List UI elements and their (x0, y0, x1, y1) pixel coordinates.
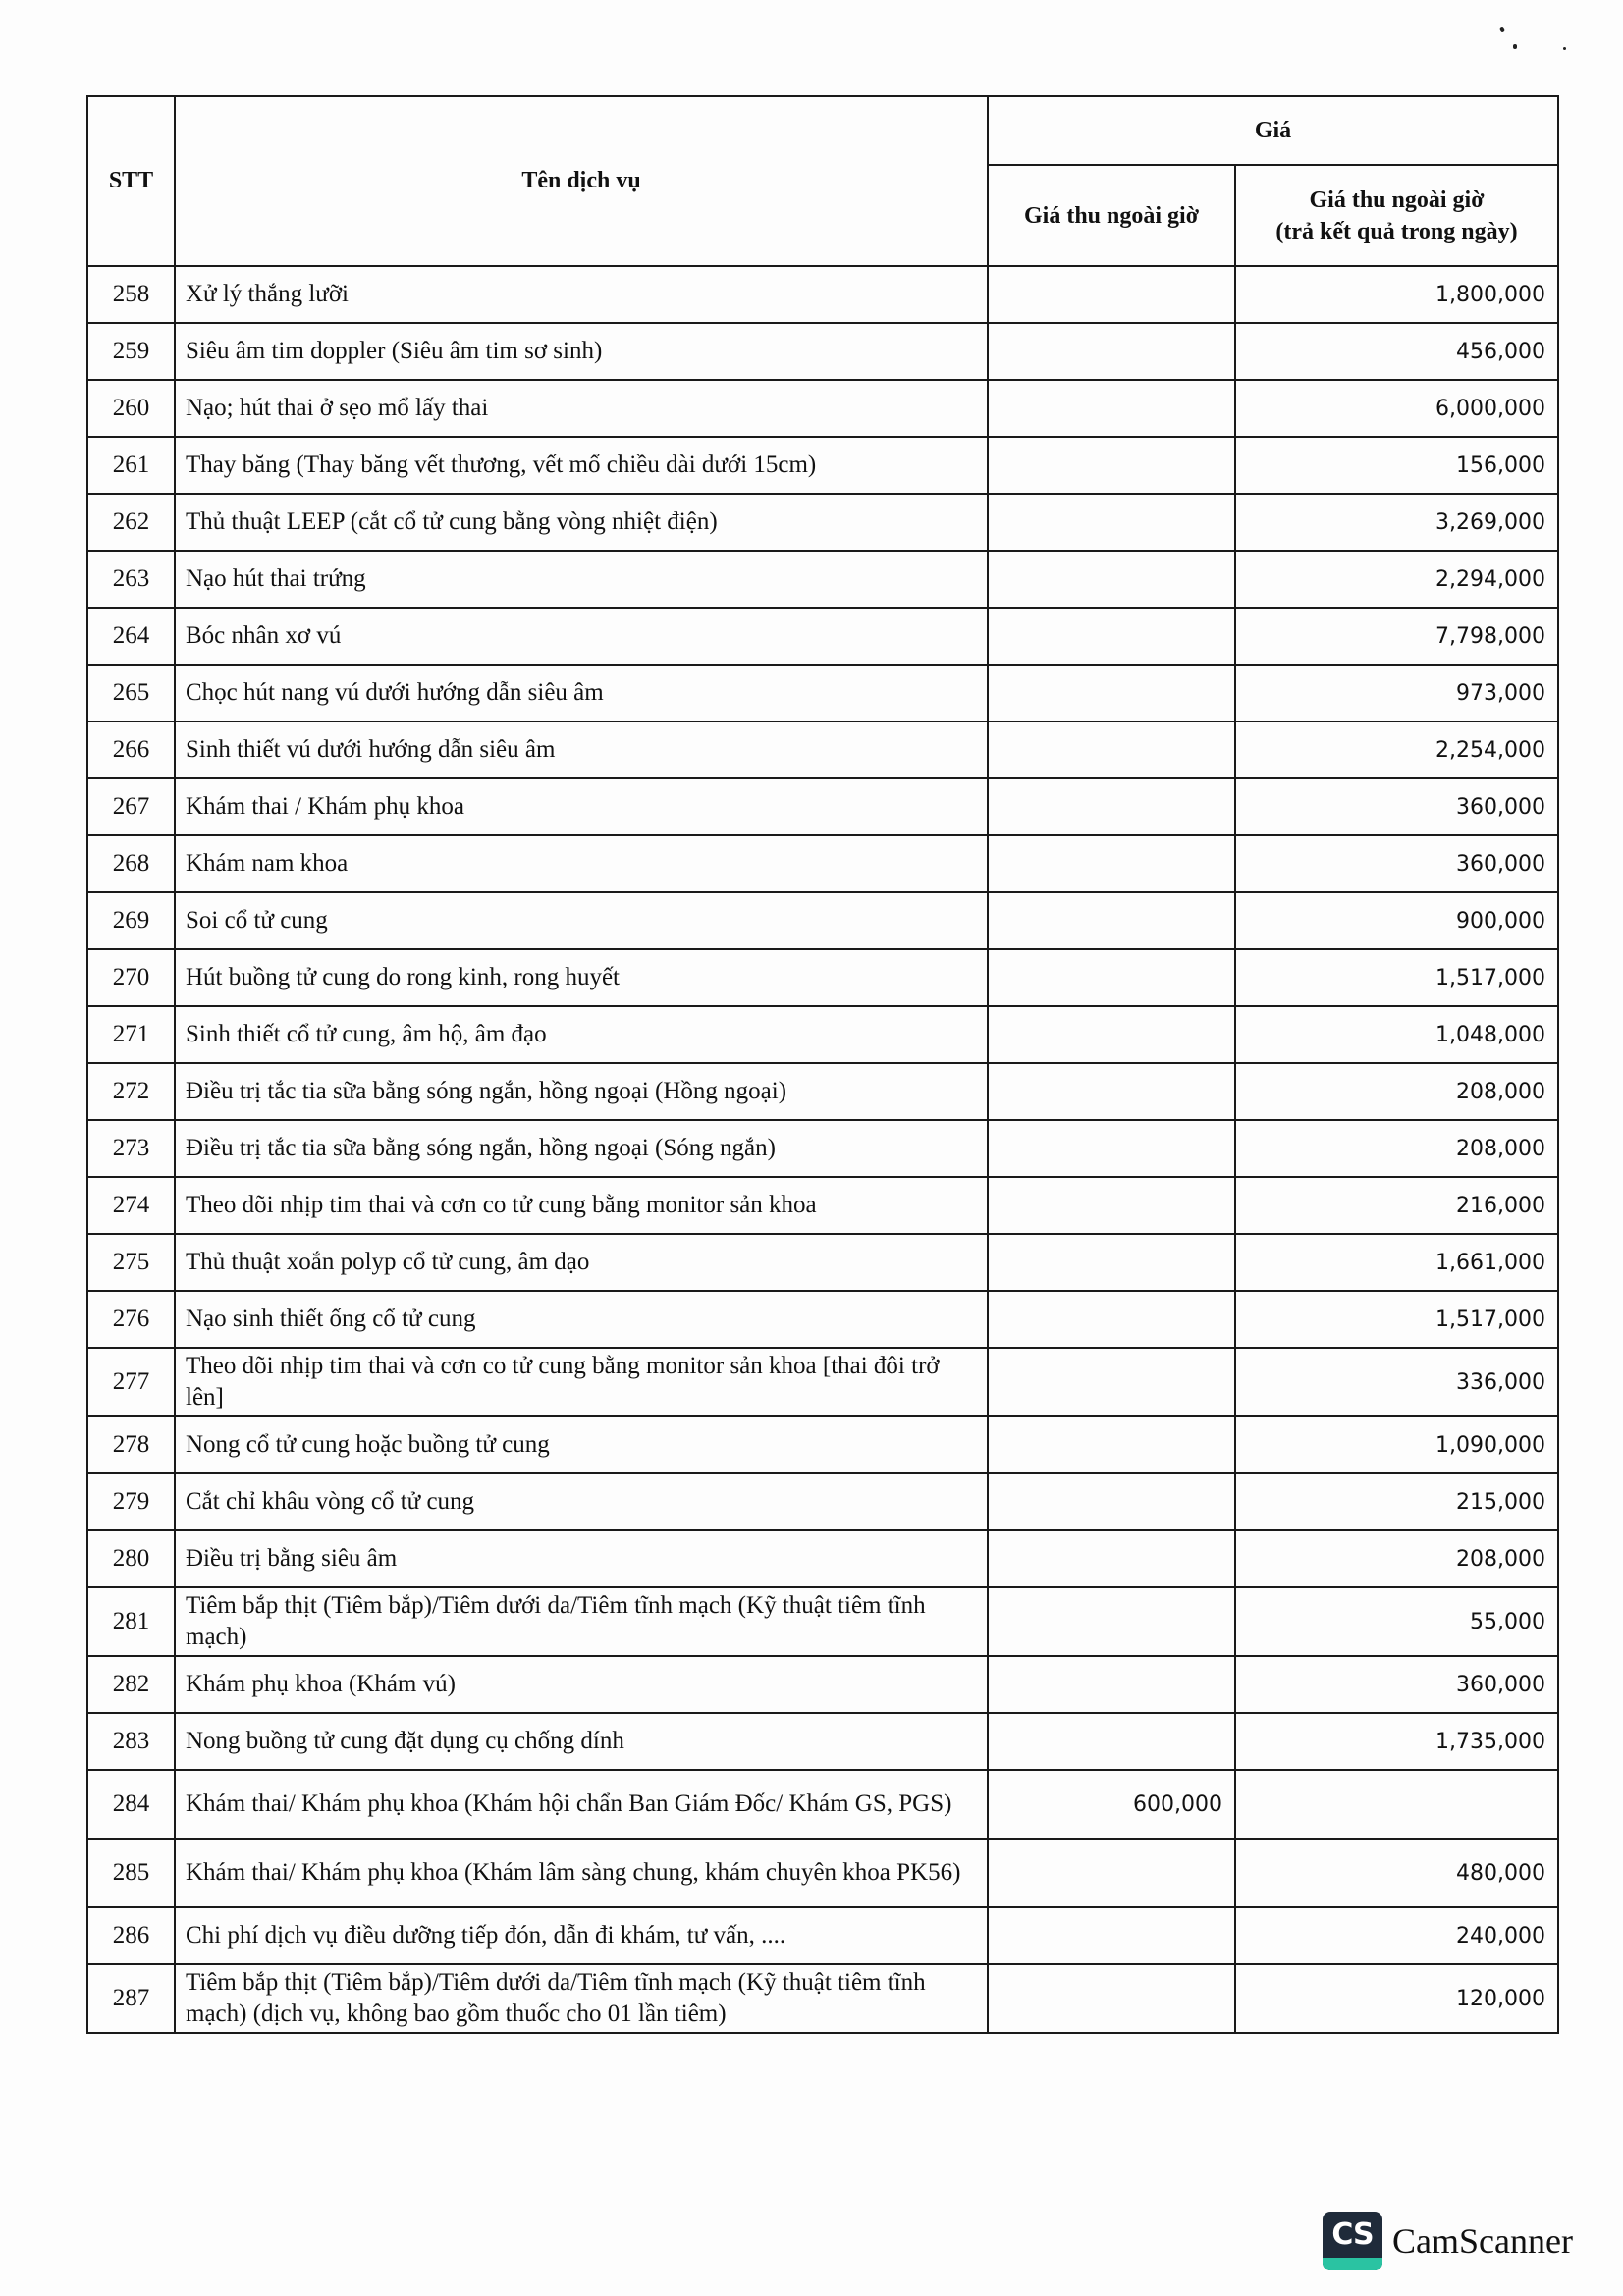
row-price-overtime (988, 778, 1235, 835)
row-price-sameday: 240,000 (1235, 1907, 1558, 1964)
row-price-sameday: 900,000 (1235, 892, 1558, 949)
row-stt: 274 (87, 1177, 175, 1234)
row-price-sameday: 360,000 (1235, 1656, 1558, 1713)
table-row (87, 1120, 1558, 1177)
row-price-sameday: 3,269,000 (1235, 494, 1558, 551)
row-service-name: Thủ thuật xoắn polyp cổ tử cung, âm đạo (175, 1234, 988, 1291)
table-row (87, 778, 1558, 835)
row-price-overtime (988, 1291, 1235, 1348)
row-stt: 270 (87, 949, 175, 1006)
brand-name: CamScanner (1392, 2221, 1573, 2261)
row-service-name: Nạo hút thai trứng (175, 551, 988, 608)
row-service-name: Điều trị bằng siêu âm (175, 1530, 988, 1587)
table-row (87, 1348, 1558, 1416)
row-service-name: Chọc hút nang vú dưới hướng dẫn siêu âm (175, 665, 988, 721)
table-row (87, 1713, 1558, 1770)
table-row (87, 1063, 1558, 1120)
row-stt: 276 (87, 1291, 175, 1348)
scan-speck (1563, 47, 1566, 50)
header-price-group: Giá (988, 96, 1558, 165)
row-stt: 280 (87, 1530, 175, 1587)
row-stt: 271 (87, 1006, 175, 1063)
row-service-name: Khám thai/ Khám phụ khoa (Khám lâm sàng chung, khám chuyên khoa PK56) (175, 1839, 988, 1907)
row-price-sameday: 1,735,000 (1235, 1713, 1558, 1770)
row-price-sameday: 55,000 (1235, 1587, 1558, 1656)
row-service-name: Tiêm bắp thịt (Tiêm bắp)/Tiêm dưới da/Tiêm tĩnh mạch (Kỹ thuật tiêm tĩnh mạch) (dịch vụ, không bao gồm thuốc cho 01 lần tiêm) (175, 1964, 988, 2033)
row-service-name: Điều trị tắc tia sữa bằng sóng ngắn, hồng ngoại (Sóng ngắn) (175, 1120, 988, 1177)
table-row (87, 1530, 1558, 1587)
camscanner-logo-icon (1323, 2212, 1382, 2270)
row-stt: 275 (87, 1234, 175, 1291)
row-price-sameday: 2,254,000 (1235, 721, 1558, 778)
row-price-overtime (988, 892, 1235, 949)
scan-speck (1499, 27, 1505, 32)
row-price-sameday: 360,000 (1235, 835, 1558, 892)
row-price-overtime (988, 323, 1235, 380)
row-price-sameday: 120,000 (1235, 1964, 1558, 2033)
table-row (87, 721, 1558, 778)
row-price-sameday: 336,000 (1235, 1348, 1558, 1416)
row-price-overtime (988, 949, 1235, 1006)
row-price-sameday: 216,000 (1235, 1177, 1558, 1234)
header-sameday-line1: Giá thu ngoài giờ (1309, 187, 1485, 213)
row-stt: 286 (87, 1907, 175, 1964)
table-row (87, 1291, 1558, 1348)
row-price-overtime (988, 380, 1235, 437)
row-service-name: Sinh thiết vú dưới hướng dẫn siêu âm (175, 721, 988, 778)
table-row (87, 1177, 1558, 1234)
table-row (87, 949, 1558, 1006)
row-service-name: Điều trị tắc tia sữa bằng sóng ngắn, hồng ngoại (Hồng ngoại) (175, 1063, 988, 1120)
table-row (87, 323, 1558, 380)
table-row (87, 551, 1558, 608)
row-price-overtime (988, 1473, 1235, 1530)
row-service-name: Khám nam khoa (175, 835, 988, 892)
camscanner-watermark (1323, 2212, 1573, 2270)
row-service-name: Xử lý thắng lưỡi (175, 266, 988, 323)
row-stt: 278 (87, 1416, 175, 1473)
row-service-name: Bóc nhân xơ vú (175, 608, 988, 665)
header-price-overtime: Giá thu ngoài giờ (988, 165, 1235, 266)
row-price-overtime (988, 1177, 1235, 1234)
row-service-name: Nong buồng tử cung đặt dụng cụ chống dính (175, 1713, 988, 1770)
table-row (87, 892, 1558, 949)
row-service-name: Khám thai/ Khám phụ khoa (Khám hội chẩn Ban Giám Đốc/ Khám GS, PGS) (175, 1770, 988, 1839)
row-price-sameday: 156,000 (1235, 437, 1558, 494)
row-price-overtime (988, 266, 1235, 323)
row-price-overtime (988, 1964, 1235, 2033)
row-stt: 283 (87, 1713, 175, 1770)
row-service-name: Khám thai / Khám phụ khoa (175, 778, 988, 835)
table-row (87, 665, 1558, 721)
row-stt: 263 (87, 551, 175, 608)
table-row (87, 1839, 1558, 1907)
table-row (87, 1656, 1558, 1713)
row-price-sameday: 360,000 (1235, 778, 1558, 835)
row-price-overtime (988, 1839, 1235, 1907)
row-price-overtime (988, 1587, 1235, 1656)
row-price-sameday: 208,000 (1235, 1120, 1558, 1177)
table-row (87, 1416, 1558, 1473)
row-stt: 268 (87, 835, 175, 892)
row-price-sameday: 1,661,000 (1235, 1234, 1558, 1291)
row-price-overtime (988, 1907, 1235, 1964)
table-row (87, 608, 1558, 665)
table-row (87, 1907, 1558, 1964)
row-price-overtime (988, 1656, 1235, 1713)
row-price-sameday: 215,000 (1235, 1473, 1558, 1530)
row-price-overtime (988, 1713, 1235, 1770)
row-price-sameday: 1,800,000 (1235, 266, 1558, 323)
logo-letters: CS (1331, 2217, 1374, 2252)
row-price-sameday: 6,000,000 (1235, 380, 1558, 437)
row-service-name: Nạo; hút thai ở sẹo mổ lấy thai (175, 380, 988, 437)
row-stt: 266 (87, 721, 175, 778)
row-stt: 279 (87, 1473, 175, 1530)
row-stt: 264 (87, 608, 175, 665)
header-price-overtime-sameday (1235, 165, 1558, 266)
header-service-name: Tên dịch vụ (175, 96, 988, 266)
row-price-overtime (988, 608, 1235, 665)
table-row (87, 380, 1558, 437)
table-row (87, 1473, 1558, 1530)
row-service-name: Nạo sinh thiết ống cổ tử cung (175, 1291, 988, 1348)
row-service-name: Khám phụ khoa (Khám vú) (175, 1656, 988, 1713)
row-price-sameday: 456,000 (1235, 323, 1558, 380)
row-price-sameday (1235, 1770, 1558, 1839)
row-price-overtime (988, 1063, 1235, 1120)
row-service-name: Cắt chỉ khâu vòng cổ tử cung (175, 1473, 988, 1530)
table-row (87, 1964, 1558, 2033)
row-stt: 260 (87, 380, 175, 437)
row-price-sameday: 1,090,000 (1235, 1416, 1558, 1473)
row-price-overtime (988, 665, 1235, 721)
row-price-overtime (988, 1530, 1235, 1587)
row-stt: 281 (87, 1587, 175, 1656)
row-stt: 272 (87, 1063, 175, 1120)
row-service-name: Siêu âm tim doppler (Siêu âm tim sơ sinh) (175, 323, 988, 380)
table-row (87, 835, 1558, 892)
row-price-overtime (988, 835, 1235, 892)
row-stt: 258 (87, 266, 175, 323)
row-price-sameday: 208,000 (1235, 1063, 1558, 1120)
table-row (87, 1006, 1558, 1063)
row-service-name: Theo dõi nhịp tim thai và cơn co tử cung bằng monitor sản khoa (175, 1177, 988, 1234)
row-price-overtime (988, 1348, 1235, 1416)
row-price-overtime (988, 437, 1235, 494)
row-price-sameday: 1,048,000 (1235, 1006, 1558, 1063)
scan-speck (1513, 44, 1517, 49)
row-stt: 287 (87, 1964, 175, 2033)
table-row (87, 1234, 1558, 1291)
row-price-overtime (988, 1120, 1235, 1177)
header-stt: STT (87, 96, 175, 266)
row-service-name: Tiêm bắp thịt (Tiêm bắp)/Tiêm dưới da/Tiêm tĩnh mạch (Kỹ thuật tiêm tĩnh mạch) (175, 1587, 988, 1656)
row-stt: 262 (87, 494, 175, 551)
row-service-name: Chi phí dịch vụ điều dưỡng tiếp đón, dẫn đi khám, tư vấn, .... (175, 1907, 988, 1964)
row-price-overtime (988, 721, 1235, 778)
row-service-name: Nong cổ tử cung hoặc buồng tử cung (175, 1416, 988, 1473)
row-stt: 282 (87, 1656, 175, 1713)
logo-band (1323, 2258, 1382, 2270)
row-stt: 267 (87, 778, 175, 835)
row-stt: 259 (87, 323, 175, 380)
row-price-sameday: 1,517,000 (1235, 949, 1558, 1006)
row-price-overtime (988, 551, 1235, 608)
row-price-sameday: 7,798,000 (1235, 608, 1558, 665)
row-stt: 261 (87, 437, 175, 494)
row-stt: 277 (87, 1348, 175, 1416)
row-stt: 269 (87, 892, 175, 949)
row-price-overtime (988, 1006, 1235, 1063)
row-price-sameday: 208,000 (1235, 1530, 1558, 1587)
row-price-overtime (988, 494, 1235, 551)
table-row (87, 266, 1558, 323)
row-stt: 285 (87, 1839, 175, 1907)
row-service-name: Sinh thiết cổ tử cung, âm hộ, âm đạo (175, 1006, 988, 1063)
table-row (87, 1770, 1558, 1839)
table-row (87, 1587, 1558, 1656)
table-row (87, 437, 1558, 494)
row-stt: 284 (87, 1770, 175, 1839)
row-service-name: Thay băng (Thay băng vết thương, vết mổ chiều dài dưới 15cm) (175, 437, 988, 494)
row-price-sameday: 1,517,000 (1235, 1291, 1558, 1348)
row-price-overtime: 600,000 (988, 1770, 1235, 1839)
row-service-name: Thủ thuật LEEP (cắt cổ tử cung bằng vòng nhiệt điện) (175, 494, 988, 551)
service-price-table (86, 95, 1559, 2034)
header-sameday-line2: (trả kết quả trong ngày) (1275, 218, 1518, 244)
row-price-overtime (988, 1234, 1235, 1291)
row-price-sameday: 2,294,000 (1235, 551, 1558, 608)
row-price-overtime (988, 1416, 1235, 1473)
row-stt: 265 (87, 665, 175, 721)
row-price-sameday: 973,000 (1235, 665, 1558, 721)
row-price-sameday: 480,000 (1235, 1839, 1558, 1907)
row-service-name: Hút buồng tử cung do rong kinh, rong huyết (175, 949, 988, 1006)
row-service-name: Soi cổ tử cung (175, 892, 988, 949)
table-row (87, 494, 1558, 551)
row-service-name: Theo dõi nhịp tim thai và cơn co tử cung bằng monitor sản khoa [thai đôi trở lên] (175, 1348, 988, 1416)
row-stt: 273 (87, 1120, 175, 1177)
